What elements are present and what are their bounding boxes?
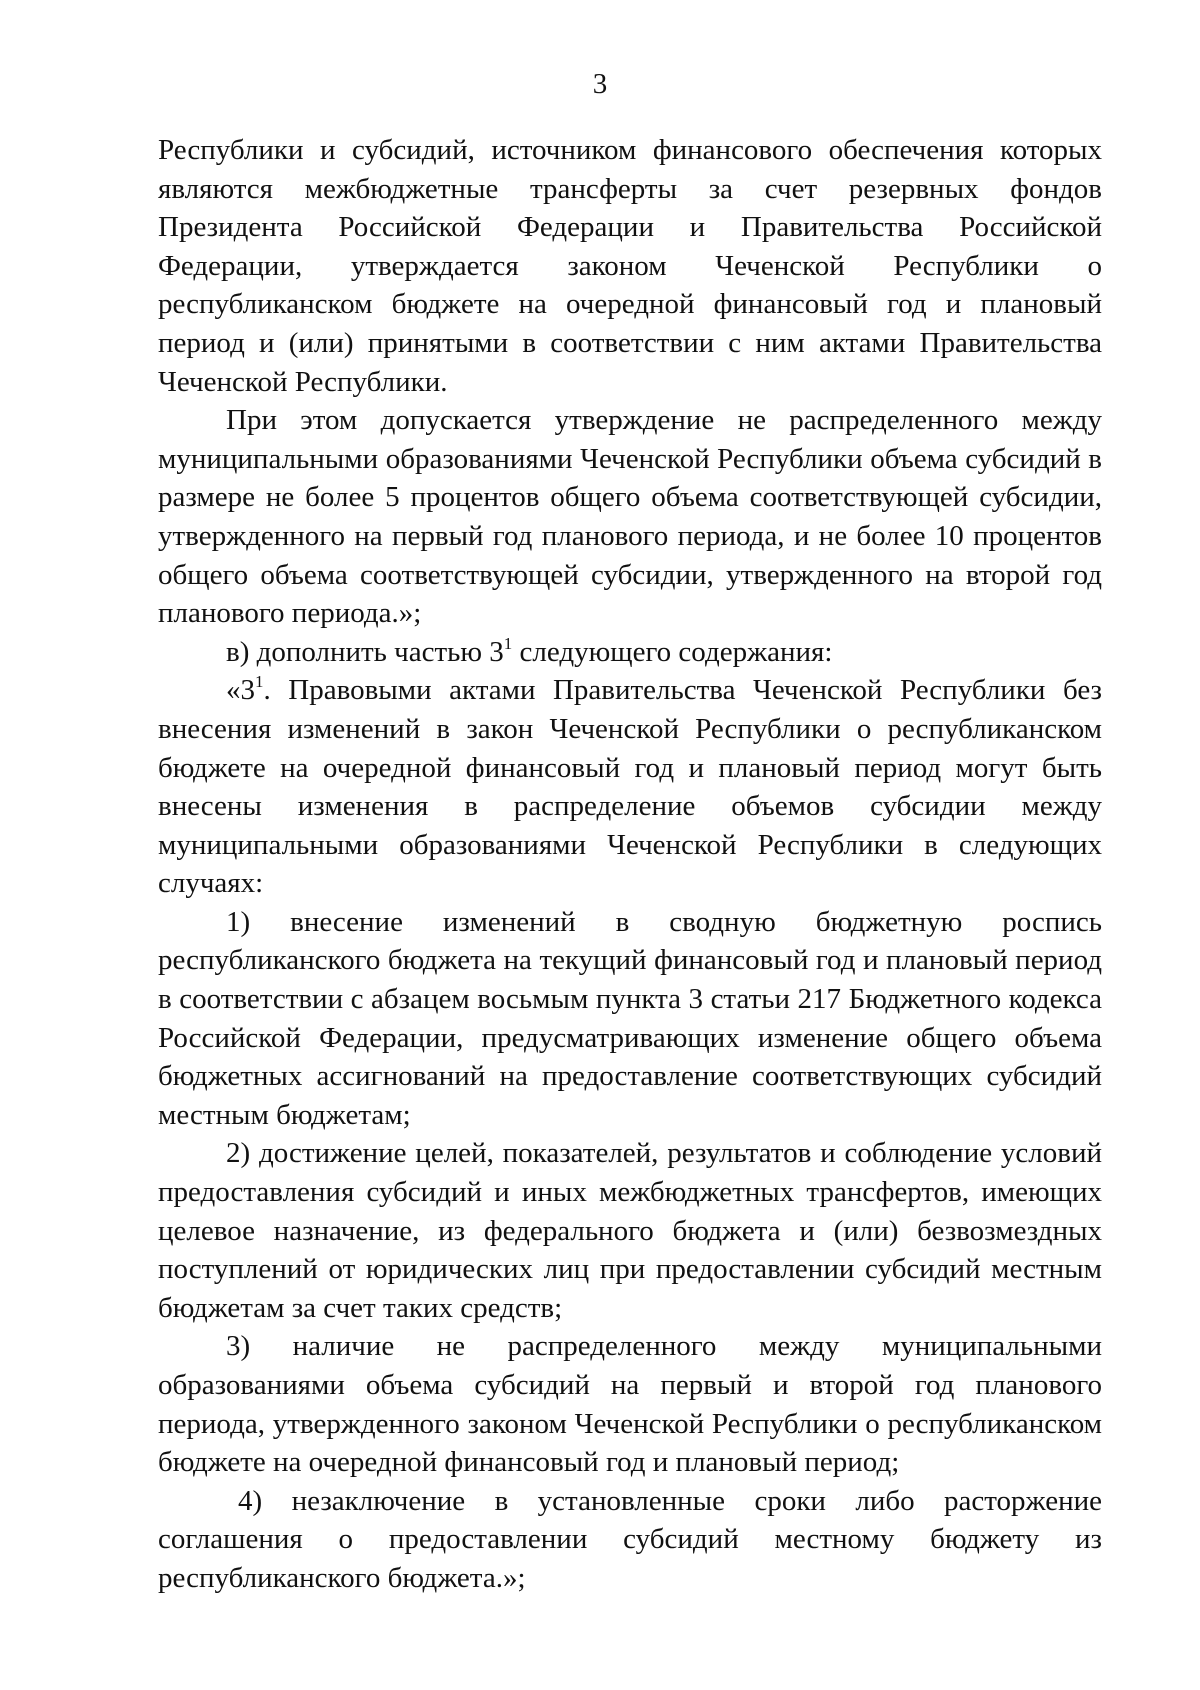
page-number: 3 <box>592 68 608 100</box>
list-item-4: 4) незаключение в установленные сроки либо расторжение соглашения о предоставлении субсидий местному бюджету из республиканского бюджета.»; <box>158 1484 1102 1594</box>
list-item-1: 1) внесение изменений в сводную бюджетную роспись республиканского бюджета на текущий финансовый год и плановый период в соответствии с абзацем восьмым пункта 3 статьи 217 Бюджетного кодекса Российской Федерации, предусматривающих изменение общего объема бюджетных ассигнований на предоставление соответствующих субсидий местным бюджетам; <box>158 905 1102 1131</box>
paragraph-undistributed-subsidies: При этом допускается утверждение не распределенного между муниципальными образованиями Чеченской Республики объема субсидий в размере не более 5 процентов общего объема соответствующей субсидии, утвержденного на первый год планового периода, и не более 10 процентов общего объема соответствующей субсидии, утвержденного на второй год планового периода.»; <box>158 404 1102 630</box>
amendment-intro-text: в) дополнить частью 3 <box>226 635 504 668</box>
paragraph-amendment-intro <box>158 633 1102 672</box>
list-item-3: 3) наличие не распределенного между муниципальными образованиями объема субсидий на первый и второй год планового периода, утвержденного законом Чеченской Республики о республиканском бюджете на очередной финансовый год и плановый период; <box>158 1330 1102 1479</box>
superscript-marker: 1 <box>503 633 513 653</box>
superscript-marker: 1 <box>255 672 264 692</box>
amendment-intro-tail: следующего содержания: <box>512 635 833 668</box>
paragraph-part-3-1 <box>158 671 1102 903</box>
part-3-1-number: «3 <box>226 674 255 707</box>
part-3-1-text: . Правовыми актами Правительства Чеченской Республики без внесения изменений в закон Чеченской Республики о республиканском бюджете на очередной финансовый год и плановый период могут быть внесены изменения в распределение объемов субсидии между муниципальными образованиями Чеченской Республики в следующих случаях: <box>158 674 1102 900</box>
document-body <box>158 131 1102 1598</box>
paragraph-continuation: Республики и субсидий, источником финансового обеспечения которых являются межбюджетные трансферты за счет резервных фондов Президента Российской Федерации и Правительства Российской Федерации, утверждается законом Чеченской Республики о республиканском бюджете на очередной финансовый год и плановый период и (или) принятыми в соответствии с ним актами Правительства Чеченской Республики. <box>158 134 1102 398</box>
list-item-2: 2) достижение целей, показателей, результатов и соблюдение условий предоставления субсидий и иных межбюджетных трансфертов, имеющих целевое назначение, из федерального бюджета и (или) безвозмездных поступлений от юридических лиц при предоставлении субсидий местным бюджетам за счет таких средств; <box>158 1137 1102 1324</box>
